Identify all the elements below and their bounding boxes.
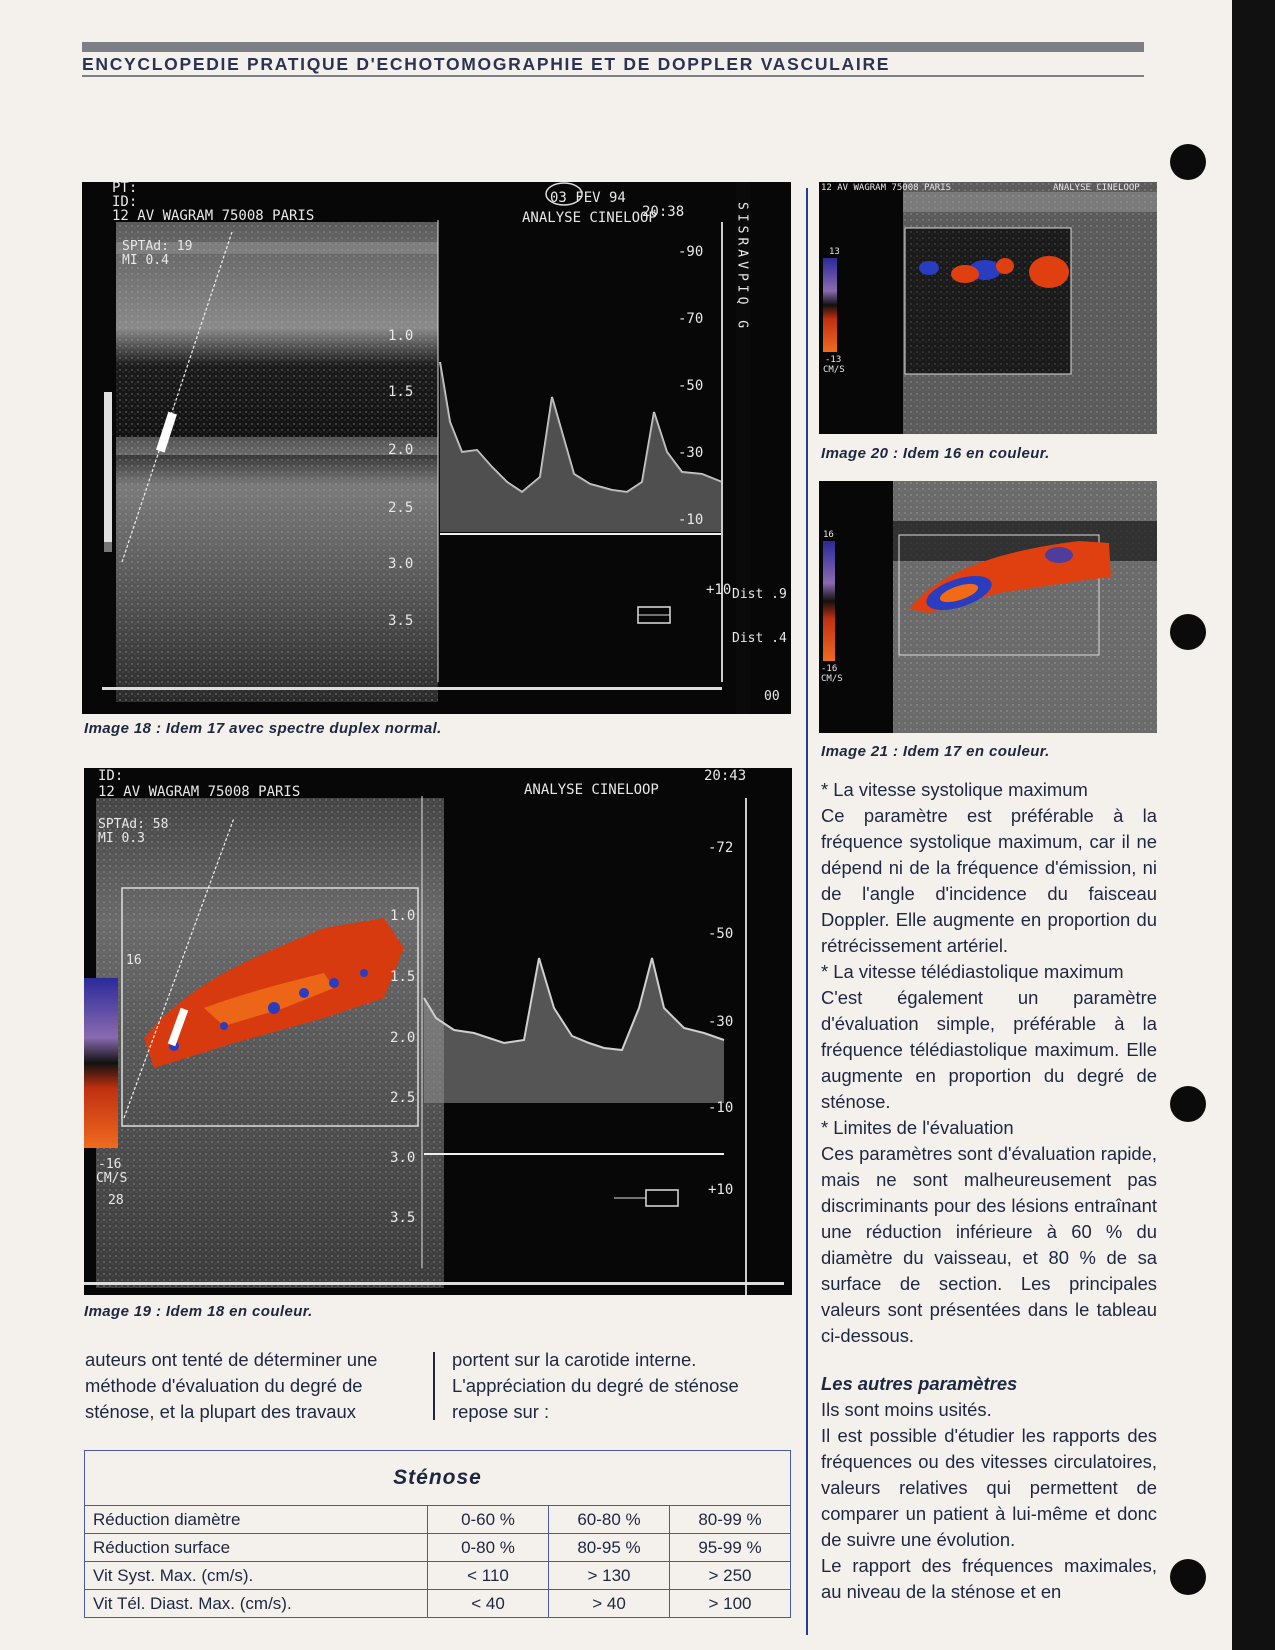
scale-unit-label: CM/S xyxy=(821,674,843,684)
velocity-tick: +10 xyxy=(706,582,732,598)
velocity-tick: -90 xyxy=(678,244,704,260)
section-heading: Les autres paramètres xyxy=(821,1373,1018,1394)
caption-image-20: Image 20 : Idem 16 en couleur. xyxy=(821,445,1050,462)
scale-unit-label: CM/S xyxy=(96,1171,128,1186)
time-label: 20:43 xyxy=(704,768,747,784)
mode-label: ANALYSE CINELOOP xyxy=(522,210,657,226)
velocity-scale xyxy=(678,244,731,598)
date-label: 03 FEV 94 xyxy=(550,190,626,206)
mode-label: ANALYSE CINELOOP xyxy=(1053,183,1140,193)
left-text-column-2 xyxy=(452,1347,792,1425)
table-row xyxy=(85,1562,791,1590)
row-label: Vit Syst. Max. (cm/s). xyxy=(85,1562,428,1590)
body-paragraph: portent sur la carotide interne. L'appréciation du degré de sténose repose sur : xyxy=(452,1349,739,1422)
body-paragraph: Le rapport des fréquences maximales, au niveau de la sténose et en xyxy=(821,1555,1157,1602)
spta-label: SPTAd: 19 xyxy=(122,239,193,254)
scale-bottom-label: -16 xyxy=(98,1157,122,1172)
velocity-tick: +10 xyxy=(708,1182,734,1198)
header-bar xyxy=(82,42,1144,52)
text-column-rule xyxy=(433,1352,435,1420)
punch-hole xyxy=(1170,144,1206,180)
velocity-tick: -10 xyxy=(678,512,704,528)
ultrasound-image-19 xyxy=(84,768,792,1295)
velocity-tick: -30 xyxy=(678,445,704,461)
punch-hole xyxy=(1170,1559,1206,1595)
left-text-column-1 xyxy=(85,1347,421,1425)
body-paragraph: Ces paramètres sont d'évaluation rapide, mais ne sont malheureusement pas discriminants pour des lésions entraînant une réduction inférieure à 60 % du diamètre du vaisseau, et 80 % de sa surface de section. Les principales valeurs sont présentées dans le tableau ci-dessous. xyxy=(821,1143,1157,1346)
table-cell: > 100 xyxy=(670,1590,791,1618)
time-label: 20:38 xyxy=(642,204,685,220)
table-cell: 80-99 % xyxy=(670,1506,791,1534)
depth-tick: 2.5 xyxy=(388,500,414,516)
corner-label: 00 xyxy=(764,689,780,704)
patient-label: PT: xyxy=(112,182,138,196)
ultrasound-image-18 xyxy=(82,182,791,714)
column-rule xyxy=(806,188,808,1635)
scale-unit-label: CM/S xyxy=(823,365,845,375)
table-cell: 80-95 % xyxy=(549,1534,670,1562)
velocity-tick: -50 xyxy=(678,378,704,394)
scale-top-label: 16 xyxy=(823,530,834,540)
scale-top-label: 16 xyxy=(126,953,142,968)
side-letters: SISRAVPIQ G xyxy=(734,202,750,333)
row-label: Vit Tél. Diast. Max. (cm/s). xyxy=(85,1590,428,1618)
table-cell: > 130 xyxy=(549,1562,670,1590)
row-label: Réduction surface xyxy=(85,1534,428,1562)
velocity-scale xyxy=(708,840,733,1198)
depth-tick: 2.0 xyxy=(390,1030,416,1046)
table-cell: < 40 xyxy=(428,1590,549,1618)
table-cell: > 250 xyxy=(670,1562,791,1590)
right-column-text xyxy=(821,777,1157,1605)
stenosis-table xyxy=(84,1450,791,1618)
address-label: 12 AV WAGRAM 75008 PARIS xyxy=(98,784,301,800)
address-label: 12 AV WAGRAM 75008 PARIS xyxy=(112,208,315,224)
velocity-tick: -70 xyxy=(678,311,704,327)
depth-tick: 1.5 xyxy=(388,384,414,400)
body-paragraph: Ce paramètre est préférable à la fréquence systolique maximum, car il ne dépend ni de la fréquence d'émission, ni de l'angle d'incidence du faisceau Doppler. Elle augmente en proportion du rétrécissement artériel. xyxy=(821,805,1157,956)
velocity-tick: -72 xyxy=(708,840,734,856)
scale-value-label: 28 xyxy=(108,1193,124,1208)
spta-label: SPTAd: 58 xyxy=(98,817,169,832)
ultrasound-image-20 xyxy=(819,182,1157,434)
punch-hole xyxy=(1170,614,1206,650)
caption-image-18: Image 18 : Idem 17 avec spectre duplex normal. xyxy=(84,720,442,737)
table-row xyxy=(85,1534,791,1562)
scale-top-label: 13 xyxy=(829,247,840,257)
depth-tick: 2.0 xyxy=(388,442,414,458)
id-label: ID: xyxy=(98,768,124,784)
mi-label: MI 0.4 xyxy=(122,253,169,268)
velocity-tick: -10 xyxy=(708,1100,734,1116)
depth-tick: 3.5 xyxy=(390,1210,416,1226)
scale-bottom-label: -16 xyxy=(821,664,838,674)
depth-tick: 3.0 xyxy=(388,556,414,572)
caption-image-21: Image 21 : Idem 17 en couleur. xyxy=(821,743,1050,760)
page-header-title: ENCYCLOPEDIE PRATIQUE D'ECHOTOMOGRAPHIE ET DE DOPPLER VASCULAIRE xyxy=(82,54,891,74)
depth-tick: 3.0 xyxy=(390,1150,416,1166)
row-label: Réduction diamètre xyxy=(85,1506,428,1534)
dist-label: Dist .4 xyxy=(732,631,787,646)
punch-hole xyxy=(1170,1086,1206,1122)
body-paragraph: Ils sont moins usités. xyxy=(821,1399,992,1420)
table-cell: 95-99 % xyxy=(670,1534,791,1562)
mode-label: ANALYSE CINELOOP xyxy=(524,782,659,798)
scale-bottom-label: -13 xyxy=(825,355,842,365)
table-title: Sténose xyxy=(85,1451,791,1506)
body-paragraph: C'est également un paramètre d'évaluation simple, préférable à la fréquence télédiastolique maximum. Elle augmente en proportion du degré de sténose. xyxy=(821,987,1157,1112)
table-cell: < 110 xyxy=(428,1562,549,1590)
table-row xyxy=(85,1590,791,1618)
depth-tick: 1.0 xyxy=(390,908,416,924)
mi-label: MI 0.3 xyxy=(98,831,145,846)
table-row xyxy=(85,1506,791,1534)
binder-spine xyxy=(1232,0,1275,1650)
depth-tick: 1.0 xyxy=(388,328,414,344)
header-rule xyxy=(82,75,1144,77)
body-paragraph: * Limites de l'évaluation xyxy=(821,1117,1014,1138)
body-paragraph: * La vitesse télédiastolique maximum xyxy=(821,961,1124,982)
table-cell: 60-80 % xyxy=(549,1506,670,1534)
id-label: ID: xyxy=(112,194,138,210)
body-paragraph: * La vitesse systolique maximum xyxy=(821,779,1088,800)
address-label: 12 AV WAGRAM 75008 PARIS xyxy=(821,183,952,193)
table-cell: 0-60 % xyxy=(428,1506,549,1534)
depth-tick: 1.5 xyxy=(390,969,416,985)
depth-tick: 2.5 xyxy=(390,1090,416,1106)
ultrasound-image-21 xyxy=(819,481,1157,733)
velocity-tick: -50 xyxy=(708,926,734,942)
velocity-tick: -30 xyxy=(708,1014,734,1030)
depth-tick: 3.5 xyxy=(388,613,414,629)
body-paragraph: auteurs ont tenté de déterminer une méthode d'évaluation du degré de sténose, et la plupart des travaux xyxy=(85,1349,378,1422)
caption-image-19: Image 19 : Idem 18 en couleur. xyxy=(84,1303,313,1320)
table-cell: > 40 xyxy=(549,1590,670,1618)
dist-label: Dist .9 xyxy=(732,587,787,602)
table-cell: 0-80 % xyxy=(428,1534,549,1562)
table-header-row xyxy=(85,1451,791,1506)
body-paragraph: Il est possible d'étudier les rapports des fréquences ou des vitesses circulatoires, valeurs relatives qui permettent de comparer un patient à lui-même et donc de suivre une évolution. xyxy=(821,1425,1157,1550)
